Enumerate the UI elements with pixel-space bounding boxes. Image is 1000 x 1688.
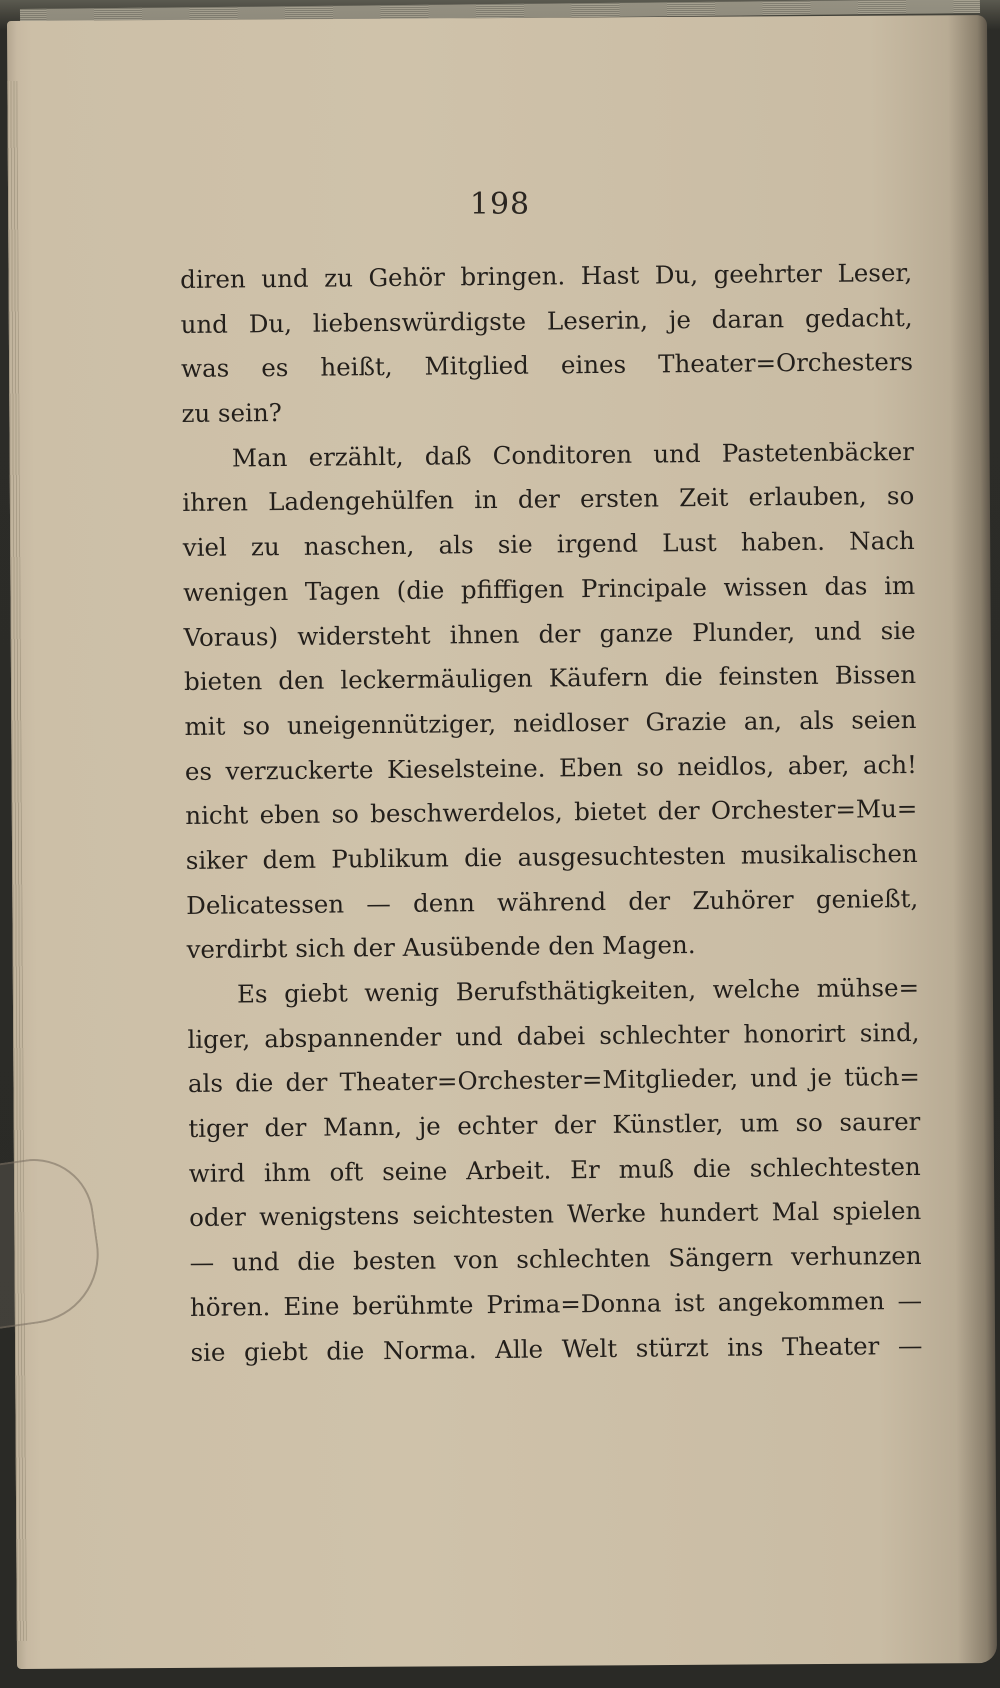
page-number: 198 <box>469 187 531 222</box>
text-line: wird ihm oft seine Arbeit. Er muß die schlechtesten <box>188 1151 921 1188</box>
text-line: Es giebt wenig Berufsthätigkeiten, welche mühse= <box>236 972 920 1009</box>
text-line: mit so uneigennütziger, neidloser Grazie an, als seien <box>184 704 917 741</box>
text-line: oder wenigstens seichtesten Werke hundert Mal spielen <box>189 1196 922 1233</box>
text-line: sie giebt die Norma. Alle Welt stürzt ins Theater — <box>190 1330 923 1367</box>
text-line: verdirbt sich der Ausübende den Magen. <box>186 930 696 965</box>
text-line: als die der Theater=Orchester=Mitglieder, und je tüch= <box>187 1062 921 1099</box>
text-line: Voraus) widersteht ihnen der ganze Plunder, und sie <box>183 615 916 652</box>
text-line: tiger der Mann, je echter der Künstler, um so saurer <box>188 1106 921 1144</box>
text-line: bieten den leckermäuligen Käufern die feinsten Bissen <box>183 660 917 697</box>
text-line: zu sein? <box>181 398 282 429</box>
text-line: wenigen Tagen (die pfiffigen Principale wissen das im <box>183 570 916 607</box>
text-line: was es heißt, Mitglied eines Theater=Orchesters <box>180 347 914 384</box>
text-line: ihren Ladengehülfen in der ersten Zeit erlauben, so <box>182 481 915 518</box>
text-line: nicht eben so beschwerdelos, bietet der Orchester=Mu= <box>185 794 918 831</box>
text-line: und Du, liebenswürdigste Leserin, je daran gedacht, <box>180 302 913 339</box>
text-line: hören. Eine berühmte Prima=Donna ist angekommen — <box>189 1285 923 1322</box>
text-line: es verzuckerte Kieselsteine. Eben so neidlos, aber, ach! <box>184 749 918 786</box>
text-line: — und die besten von schlechten Sängern verhunzen <box>189 1241 922 1278</box>
text-line: viel zu naschen, als sie irgend Lust haben. Nach <box>182 526 915 563</box>
text-line: Delicatessen — denn während der Zuhörer genießt, <box>186 883 919 920</box>
text-line: liger, abspannender und dabei schlechter honorirt sind, <box>187 1017 920 1054</box>
text-line: siker dem Publikum die ausgesuchtesten musikalischen <box>185 838 918 875</box>
body-text <box>180 251 923 1375</box>
page-stack-left-edge <box>7 81 27 1641</box>
text-line: diren und zu Gehör bringen. Hast Du, geehrter Leser, <box>180 257 913 294</box>
text-line: Man erzählt, daß Conditoren und Pastetenbäcker <box>231 436 915 473</box>
